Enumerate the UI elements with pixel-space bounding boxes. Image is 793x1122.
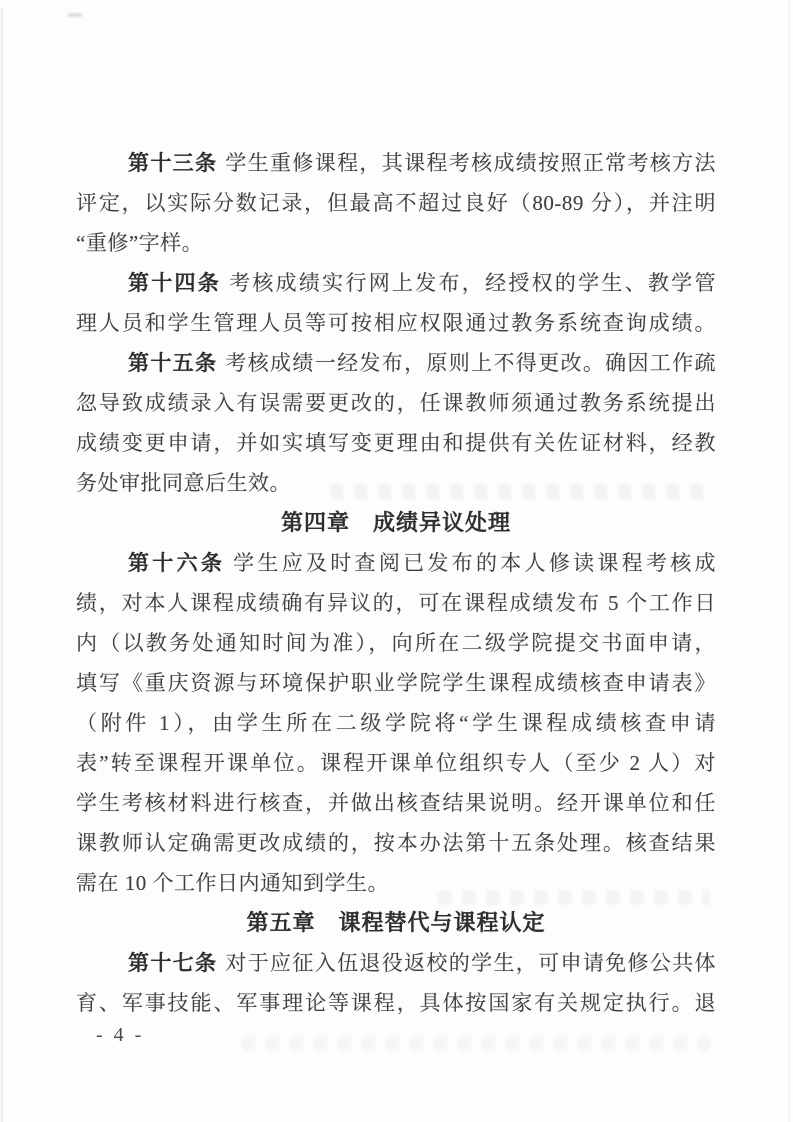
body-line: 务处审批同意后生效。 bbox=[76, 471, 291, 495]
body-line: 填写《重庆资源与环境保护职业学院学生课程成绩核查申请表》 bbox=[76, 671, 716, 695]
article-number: 第十四条 bbox=[128, 271, 222, 295]
chapter-heading: 第四章 成绩异议处理 bbox=[280, 510, 511, 535]
body-line: 学生考核材料进行核查，并做出核查结果说明。经开课单位和任 bbox=[76, 791, 716, 815]
body-line bbox=[76, 143, 716, 183]
body-line bbox=[76, 263, 716, 303]
article-paragraph bbox=[76, 543, 716, 903]
body-text: 学生重修课程，其课程考核成绩按照正常考核方法 bbox=[225, 151, 716, 175]
body-line: 需在 10 个工作日内通知到学生。 bbox=[76, 871, 389, 895]
article-paragraph bbox=[76, 943, 716, 1023]
article-paragraph bbox=[76, 143, 716, 263]
body-line bbox=[76, 943, 716, 983]
article-number: 第十六条 bbox=[128, 551, 226, 575]
body-line: 表”转至课程开课单位。课程开课单位组织专人（至少 2 人）对 bbox=[76, 751, 716, 775]
page-number: - 4 - bbox=[96, 1024, 145, 1046]
body-line bbox=[76, 543, 716, 583]
body-line: 评定，以实际分数记录，但最高不超过良好（80-89 分），并注明 bbox=[76, 191, 716, 215]
body-line: 课教师认定确需更改成绩的，按本办法第十五条处理。核查结果 bbox=[76, 831, 716, 855]
article-paragraph bbox=[76, 343, 716, 503]
body-line: 育、军事技能、军事理论等课程，具体按国家有关规定执行。退 bbox=[76, 991, 716, 1015]
scan-speck bbox=[68, 13, 82, 17]
article-number: 第十五条 bbox=[128, 351, 218, 375]
body-line bbox=[76, 343, 716, 383]
body-text: 考核成绩实行网上发布，经授权的学生、教学管 bbox=[229, 271, 716, 295]
body-text: 对于应征入伍退役返校的学生，可申请免修公共体 bbox=[225, 951, 716, 975]
body-text: 考核成绩一经发布，原则上不得更改。确因工作疏 bbox=[225, 351, 716, 375]
bleedthrough-mark bbox=[330, 484, 712, 499]
chapter-heading: 第五章 课程替代与课程认定 bbox=[246, 910, 546, 935]
body-line: （附件 1），由学生所在二级学院将“学生课程成绩核查申请 bbox=[76, 711, 716, 735]
body-text: 学生应及时查阅已发布的本人修读课程考核成 bbox=[233, 551, 716, 575]
body-line: 成绩变更申请，并如实填写变更理由和提供有关佐证材料，经教 bbox=[76, 431, 716, 455]
body-line: 理人员和学生管理人员等可按相应权限通过教务系统查询成绩。 bbox=[76, 311, 716, 335]
body-line: 绩，对本人课程成绩确有异议的，可在课程成绩发布 5 个工作日 bbox=[76, 591, 716, 615]
article-paragraph bbox=[76, 263, 716, 343]
bleedthrough-mark bbox=[438, 890, 710, 905]
body-line: 内（以教务处通知时间为准），向所在二级学院提交书面申请， bbox=[76, 631, 716, 655]
bleedthrough-mark bbox=[242, 1036, 710, 1051]
article-number: 第十三条 bbox=[128, 151, 218, 175]
body-line: “重修”字样。 bbox=[76, 231, 204, 255]
article-number: 第十七条 bbox=[128, 951, 218, 975]
body-line: 忽导致成绩录入有误需要更改的，任课教师须通过教务系统提出 bbox=[76, 391, 716, 415]
